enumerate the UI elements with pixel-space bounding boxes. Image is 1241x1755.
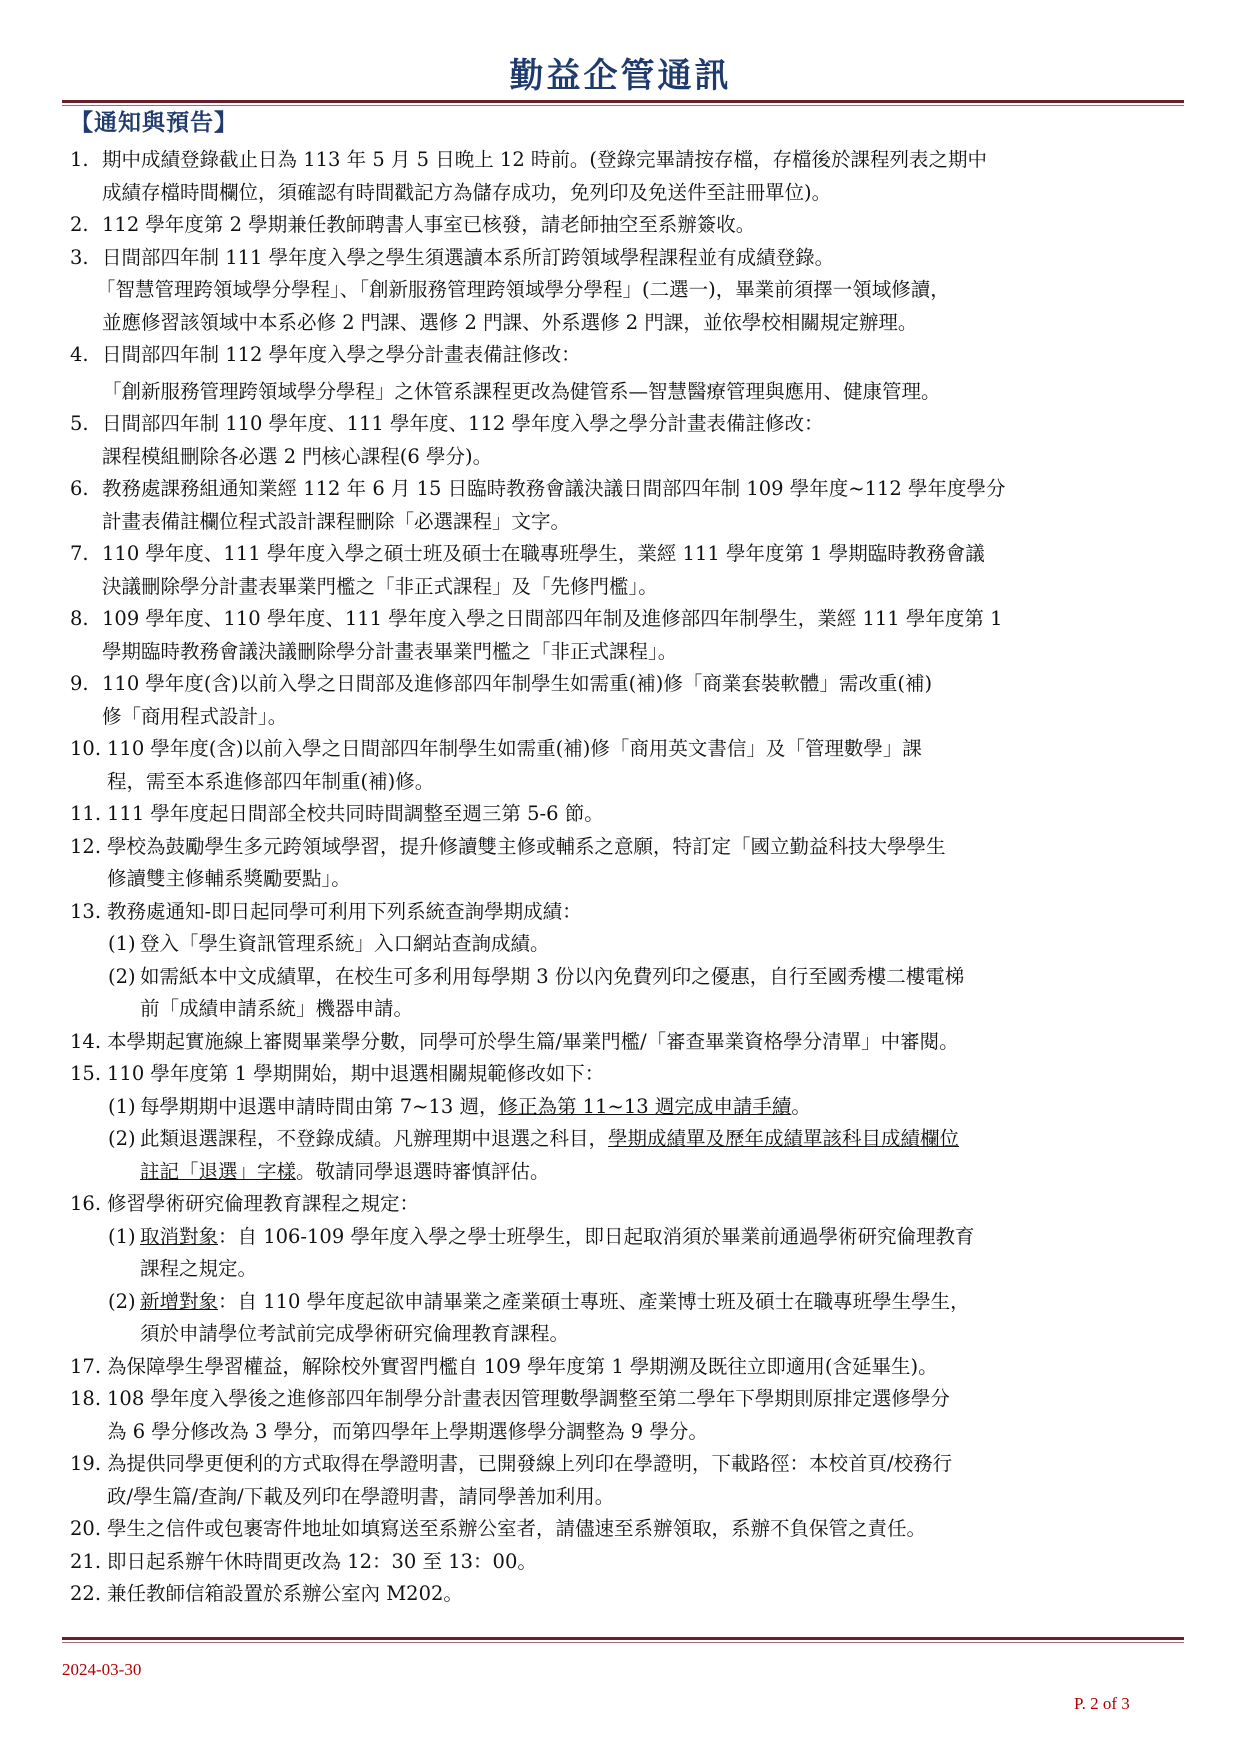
notice-item: 1. 期中成績登錄截止日為 113 年 5 月 5 日晚上 12 時前。(登錄完畢請按存檔，存檔後於課程列表之期中 成績存檔時間欄位，須確認有時間戳記方為儲存成功，免列印及免送件至註冊單位)。	[70, 148, 988, 204]
section-heading: 【通知與預告】	[70, 110, 238, 136]
notice-subitem: (1) 登入「學生資訊管理系統」入口網站查詢成績。	[108, 932, 550, 955]
notice-item: 3. 日間部四年制 111 學年度入學之學生須選讀本系所訂跨領域學程課程並有成績登錄。 「智慧管理跨領域學分學程」、「創新服務管理跨領域學分學程」(二選一)，畢業前須擇一領域修讀， 並應修習該領域中本系必修 2 門課、選修 2 門課、外系選修 2 門課，並依學校相關規定辦理。	[70, 245, 950, 334]
footer-divider	[62, 1637, 1184, 1640]
notice-item: 16. 修習學術研究倫理教育課程之規定：	[70, 1192, 420, 1215]
notice-subitem: (2) 如需紙本中文成績單，在校生可多利用每學期 3 份以內免費列印之優惠，自行至國秀樓二樓電梯 前「成績申請系統」機器申請。	[108, 964, 965, 1020]
notice-item: 5. 日間部四年制 110 學年度、111 學年度、112 學年度入學之學分計畫表備註修改： 課程模組刪除各必選 2 門核心課程(6 學分)。	[70, 412, 824, 468]
notice-item: 12. 學校為鼓勵學生多元跨領域學習，提升修讀雙主修或輔系之意願，特訂定「國立勤益科技大學學生 修讀雙主修輔系獎勵要點」。	[70, 834, 946, 890]
notice-subitem: (1) 取消對象：自 106-109 學年度入學之學士班學生，即日起取消須於畢業前通過學術研究倫理教育 課程之規定。	[108, 1224, 975, 1280]
notice-item: 15. 110 學年度第 1 學期開始，期中退選相關規範修改如下：	[70, 1062, 605, 1085]
notice-item: 20. 學生之信件或包裹寄件地址如填寫送至系辦公室者，請儘速至系辦領取，系辦不負保管之責任。	[70, 1517, 927, 1540]
notice-item: 17. 為保障學生學習權益，解除校外實習門檻自 109 學年度第 1 學期溯及既往立即適用(含延畢生)。	[70, 1354, 938, 1378]
notice-item: 7. 110 學年度、111 學年度入學之碩士班及碩士在職專班學生，業經 111 學年度第 1 學期臨時教務會議 決議刪除學分計畫表畢業門檻之「非正式課程」及「先修門檻」。	[70, 542, 985, 598]
notice-item: 2. 112 學年度第 2 學期兼任教師聘書人事室已核發，請老師抽空至系辦簽收。	[70, 213, 756, 236]
notice-subitem: (1) 每學期期中退選申請時間由第 7~13 週，修正為第 11~13 週完成申請手續。	[108, 1094, 811, 1118]
notice-list	[70, 144, 1188, 1611]
notice-item: 6. 教務處課務組通知業經 112 年 6 月 15 日臨時教務會議決議日間部四年制 109 學年度~112 學年度學分 計畫表備註欄位程式設計課程刪除「必選課程」文字。	[70, 477, 1006, 533]
header-divider	[62, 100, 1184, 103]
notice-subitem: (2) 新增對象：自 110 學年度起欲申請畢業之產業碩士專班、產業博士班及碩士在職專班學生學生， 須於申請學位考試前完成學術研究倫理教育課程。	[108, 1289, 970, 1345]
notice-item: 11. 111 學年度起日間部全校共同時間調整至週三第 5-6 節。	[70, 802, 604, 825]
notice-item: 9. 110 學年度(含)以前入學之日間部及進修部四年制學生如需重(補)修「商業套裝軟體」需改重(補) 修「商用程式設計」。	[70, 672, 933, 728]
notice-item: 18. 108 學年度入學後之進修部四年制學分計畫表因管理數學調整至第二學年下學期則原排定選修學分 為 6 學分修改為 3 學分，而第四學年上學期選修學分調整為 9 學分。	[70, 1387, 950, 1443]
footer-date: 2024-03-30	[62, 1660, 142, 1679]
notice-item: 4. 日間部四年制 112 學年度入學之學分計畫表備註修改： 「創新服務管理跨領域學分學程」之休管系課程更改為健管系—智慧醫療管理與應用、健康管理。	[70, 343, 941, 403]
notice-item: 21. 即日起系辦午休時間更改為 12：30 至 13：00。	[70, 1549, 537, 1573]
notice-item: 19. 為提供同學更便利的方式取得在學證明書，已開發線上列印在學證明，下載路徑：本校首頁/校務行 政/學生篇/查詢/下載及列印在學證明書，請同學善加利用。	[70, 1452, 953, 1508]
notice-item: 10. 110 學年度(含)以前入學之日間部四年制學生如需重(補)修「商用英文書信」及「管理數學」課 程，需至本系進修部四年制重(補)修。	[70, 737, 922, 793]
page-number: P. 2 of 3	[1074, 1694, 1130, 1713]
notice-subitem: (2) 此類退選課程，不登錄成績。凡辦理期中退選之科目，學期成績單及歷年成績單該科目成績欄位 註記「退選」字樣。敬請同學退選時審慎評估。	[108, 1127, 960, 1183]
newsletter-title: 勤益企管通訊	[509, 56, 732, 96]
footer-divider-thin	[62, 1642, 1184, 1643]
notice-item: 22. 兼任教師信箱設置於系辦公室內 M202。	[70, 1582, 463, 1605]
notice-item: 14. 本學期起實施線上審閱畢業學分數，同學可於學生篇/畢業門檻/「審查畢業資格學分清單」中審閱。	[70, 1029, 959, 1053]
notice-item: 13. 教務處通知-即日起同學可利用下列系統查詢學期成績：	[70, 899, 582, 923]
notice-item: 8. 109 學年度、110 學年度、111 學年度入學之日間部四年制及進修部四年制學生，業經 111 學年度第 1 學期臨時教務會議決議刪除學分計畫表畢業門檻之「非正式課程」。	[70, 607, 1003, 663]
